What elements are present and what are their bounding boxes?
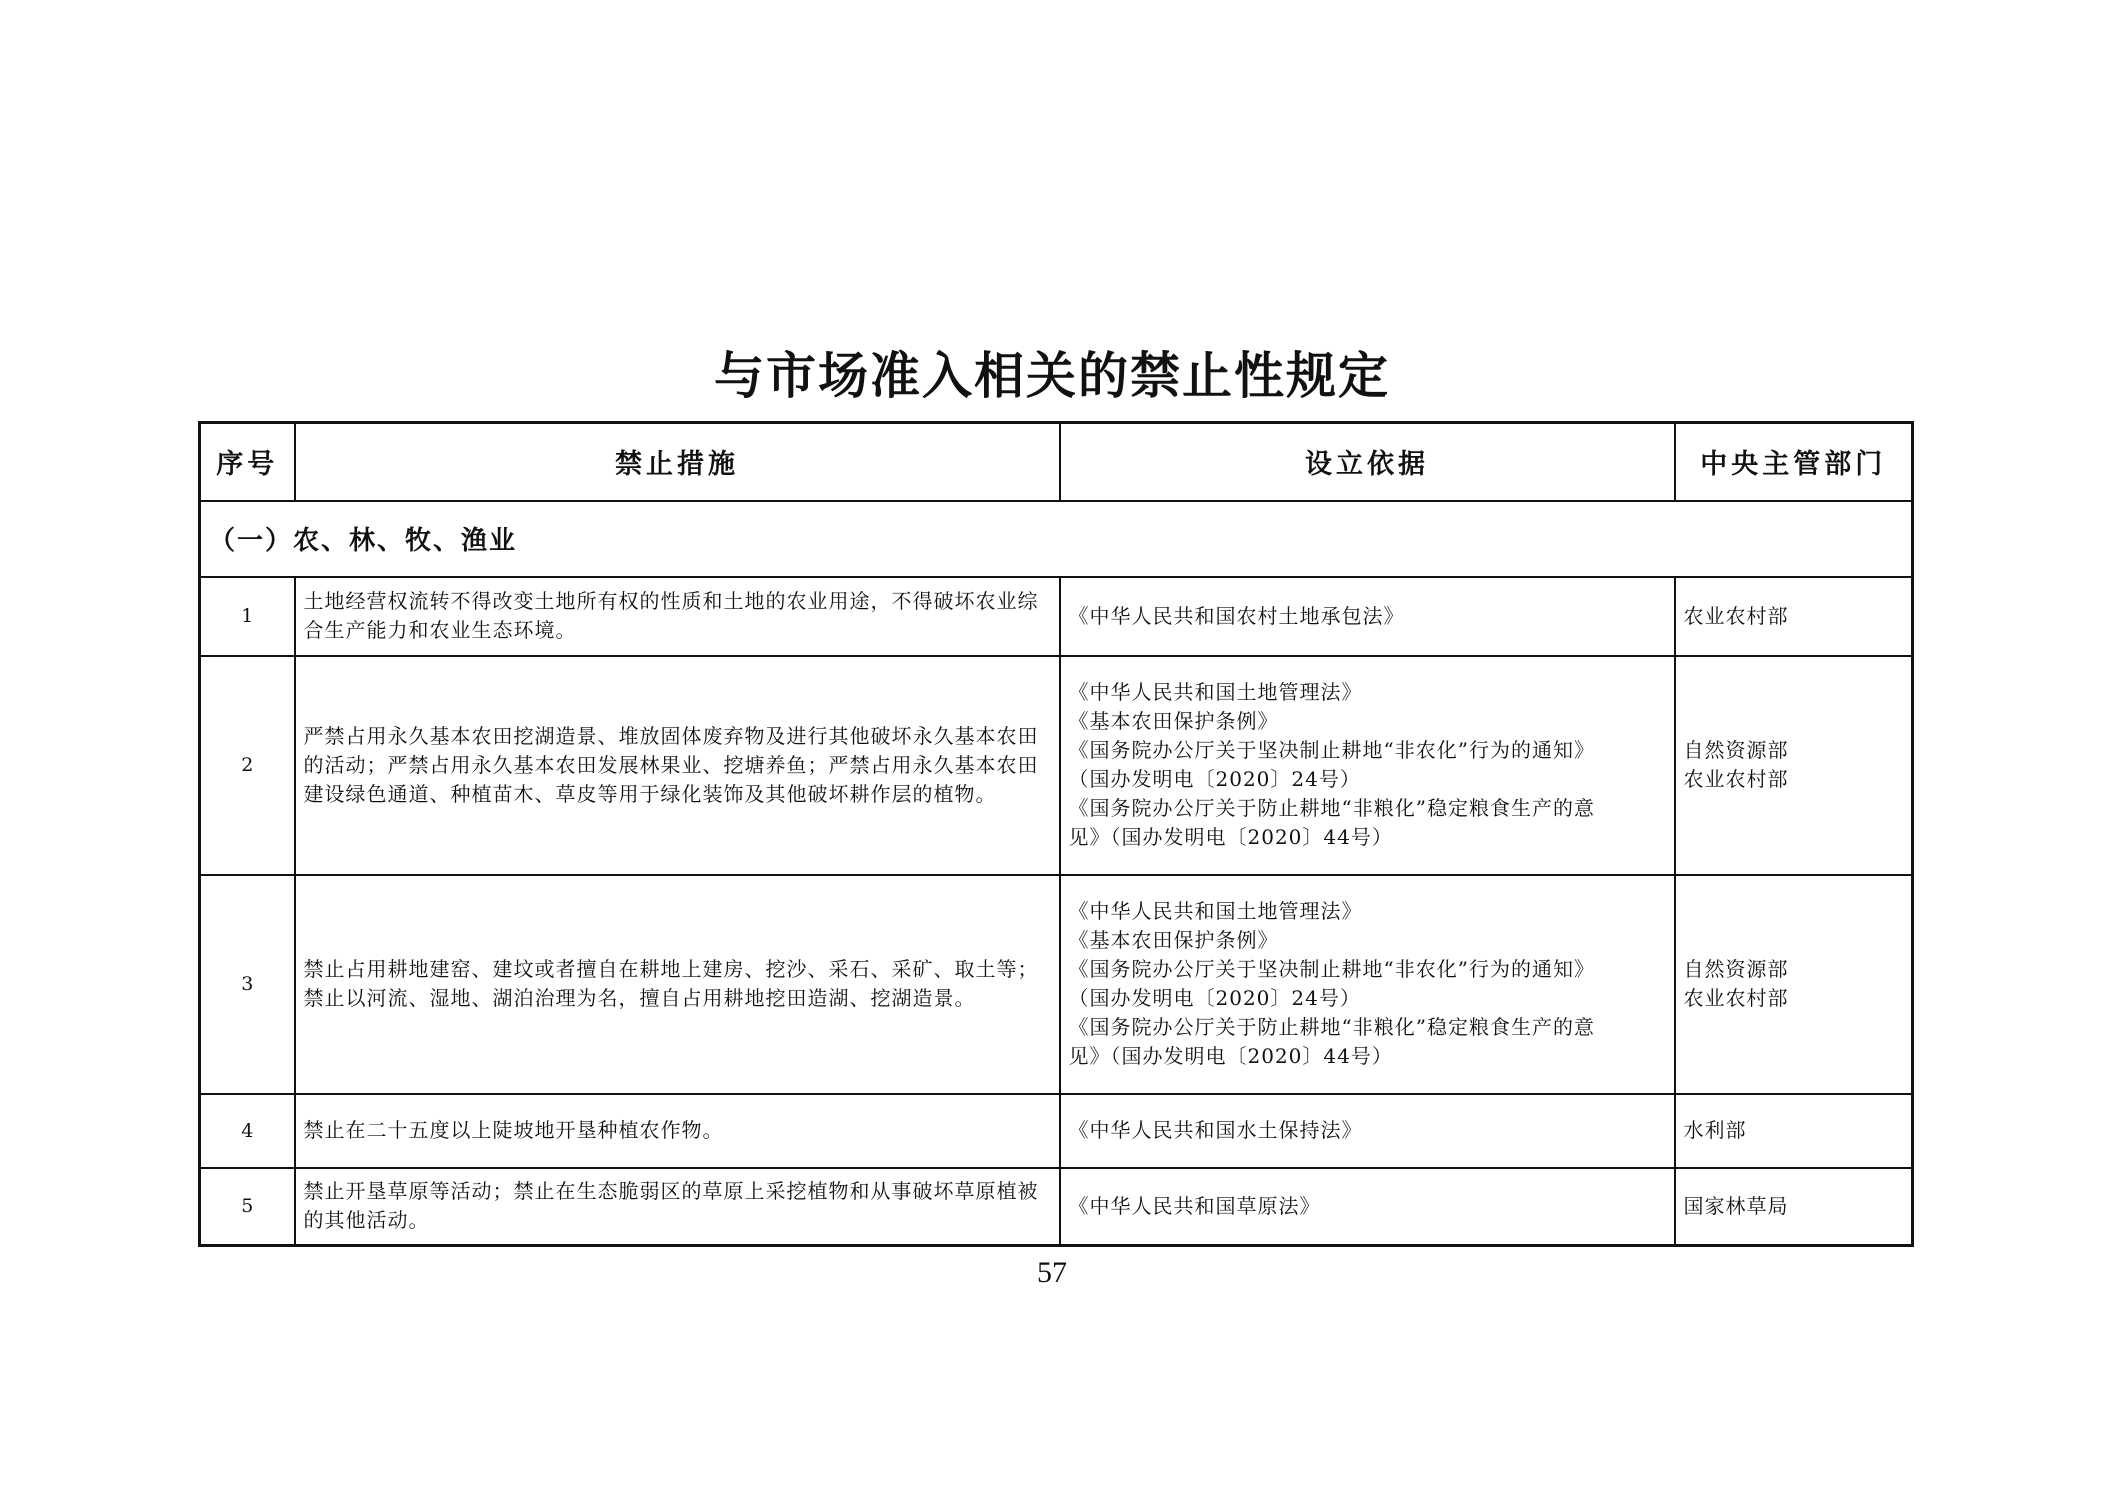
basis-line: 《中华人民共和国土地管理法》 — [1068, 899, 1363, 923]
regulation-table — [198, 421, 1914, 1247]
table-row — [200, 656, 1913, 875]
section-title: （一）农、林、牧、渔业 — [200, 501, 1913, 577]
basis-line: 见》（国办发明电〔2020〕44号） — [1068, 825, 1393, 849]
basis-line: （国办发明电〔2020〕24号） — [1068, 767, 1361, 791]
legal-basis-cell — [1060, 875, 1675, 1094]
department-name: 农业农村部 — [1683, 767, 1789, 791]
department-cell — [1675, 656, 1913, 875]
prohibited-measure-cell: 禁止占用耕地建窑、建坟或者擅自在耕地上建房、挖沙、采石、采矿、取土等；禁止以河流、湿地、湖泊治理为名，擅自占用耕地挖田造湖、挖湖造景。 — [295, 875, 1060, 1094]
basis-line: 《国务院办公厅关于坚决制止耕地“非农化”行为的通知》 — [1068, 738, 1595, 762]
basis-line: 《中华人民共和国水土保持法》 — [1068, 1118, 1363, 1142]
page-number: 57 — [1037, 1256, 1067, 1289]
basis-line: 《中华人民共和国草原法》 — [1068, 1193, 1321, 1218]
department-cell — [1675, 577, 1913, 656]
basis-line: 《国务院办公厅关于防止耕地“非粮化”稳定粮食生产的意 — [1068, 796, 1595, 820]
prohibited-measure-cell: 禁止开垦草原等活动；禁止在生态脆弱区的草原上采挖植物和从事破坏草原植被的其他活动。 — [295, 1168, 1060, 1246]
table-header-row — [200, 423, 1913, 501]
legal-basis-cell — [1060, 577, 1675, 656]
department-cell — [1675, 1094, 1913, 1168]
table-row — [200, 875, 1913, 1094]
department-cell — [1675, 1168, 1913, 1246]
basis-line: 《基本农田保护条例》 — [1068, 709, 1279, 733]
row-number: 4 — [200, 1094, 295, 1168]
legal-basis-cell — [1060, 656, 1675, 875]
table-row — [200, 1094, 1913, 1168]
row-number: 3 — [200, 875, 295, 1094]
basis-line: 见》（国办发明电〔2020〕44号） — [1068, 1044, 1393, 1068]
department-name: 自然资源部 — [1683, 957, 1789, 981]
header-prohibited-measure: 禁止措施 — [295, 423, 1060, 501]
basis-line: 《国务院办公厅关于坚决制止耕地“非农化”行为的通知》 — [1068, 957, 1595, 981]
header-central-department: 中央主管部门 — [1675, 423, 1913, 501]
row-number: 5 — [200, 1168, 295, 1246]
table-row — [200, 1168, 1913, 1246]
header-legal-basis: 设立依据 — [1060, 423, 1675, 501]
section-row — [200, 501, 1913, 577]
legal-basis-cell — [1060, 1094, 1675, 1168]
department-name: 国家林草局 — [1683, 1193, 1789, 1218]
basis-line: 《基本农田保护条例》 — [1068, 928, 1279, 952]
header-serial-number: 序号 — [200, 423, 295, 501]
department-name: 农业农村部 — [1683, 986, 1789, 1010]
basis-line: 《中华人民共和国土地管理法》 — [1068, 680, 1363, 704]
department-name: 自然资源部 — [1683, 738, 1789, 762]
basis-line: 《国务院办公厅关于防止耕地“非粮化”稳定粮食生产的意 — [1068, 1015, 1595, 1039]
prohibited-measure-cell: 严禁占用永久基本农田挖湖造景、堆放固体废弃物及进行其他破坏永久基本农田的活动；严禁占用永久基本农田发展林果业、挖塘养鱼；严禁占用永久基本农田建设绿色通道、种植苗木、草皮等用于绿化装饰及其他破坏耕作层的植物。 — [295, 656, 1060, 875]
row-number: 1 — [200, 577, 295, 656]
legal-basis-cell — [1060, 1168, 1675, 1246]
department-cell — [1675, 875, 1913, 1094]
prohibited-measure-cell: 土地经营权流转不得改变土地所有权的性质和土地的农业用途，不得破坏农业综合生产能力和农业生态环境。 — [295, 577, 1060, 656]
prohibited-measure-cell: 禁止在二十五度以上陡坡地开垦种植农作物。 — [295, 1094, 1060, 1168]
document-title: 与市场准入相关的禁止性规定 — [714, 347, 1390, 405]
row-number: 2 — [200, 656, 295, 875]
department-name: 水利部 — [1683, 1118, 1747, 1142]
department-name: 农业农村部 — [1683, 603, 1789, 628]
table-row — [200, 577, 1913, 656]
basis-line: 《中华人民共和国农村土地承包法》 — [1068, 603, 1405, 628]
basis-line: （国办发明电〔2020〕24号） — [1068, 986, 1361, 1010]
